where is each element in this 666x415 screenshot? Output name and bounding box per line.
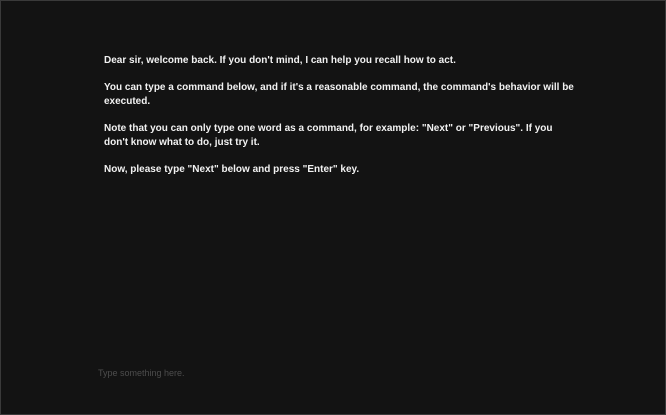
command-info-paragraph: You can type a command below, and if it's a reasonable command, the command's behavior will be executed. [104,82,574,107]
welcome-paragraph: Dear sir, welcome back. If you don't mind, I can help you recall how to act. [104,55,456,66]
instruction-paragraph: Now, please type "Next" below and press "Enter" key. [104,164,360,175]
command-input[interactable] [98,365,568,381]
one-word-note-paragraph: Note that you can only type one word as a command, for example: "Next" or "Previous". If you don't know what to do, just try it. [104,123,553,148]
instruction-text [104,54,574,190]
